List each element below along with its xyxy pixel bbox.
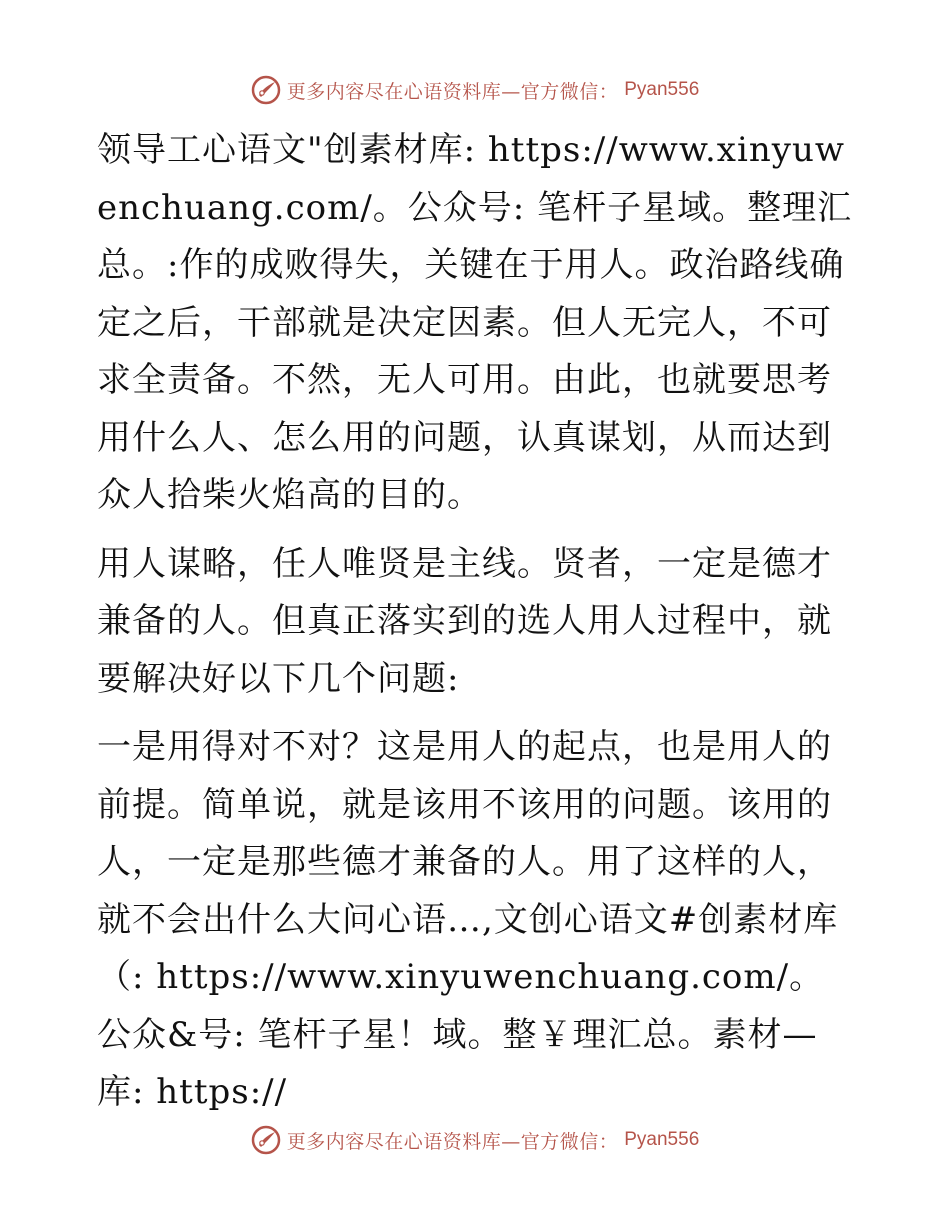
paragraph-2: 用人谋略，任人唯贤是主线。贤者，一定是德才兼备的人。但真正落实到的选人用人过程中，就要解决好以下几个问题: [97,543,832,699]
paragraph-3: 一是用得对不对？这是用人的起点，也是用人的前提。简单说，就是该用不该用的问题。该用的人，一定是那些德才兼备的人。用了这样的人，就不会出什么大问心语…,文创心语文#创素材库（: https://www.xinyuwenchuang.com/。公众&号: 笔杆子星！域。整￥理汇总。素材—库: https:// [97,727,839,1112]
page-footer-banner [0,1122,950,1158]
paragraph-1: 领导工心语文"创素材库: https://www.xinyuwenchuang.com/。公众号: 笔杆子星域。整理汇总。:作的成败得失，关键在于用人。政治路线确定之后，干部就是决定因素。但人无完人，不可求全责备。不然，无人可用。由此，也就要思考用什么人、怎么用的问题，认真谋划，从而达到众人拾柴火焰高的目的。 [97,130,853,515]
header-wechat-id: Pyan556 [624,79,700,100]
quill-seal-logo-icon [251,1125,281,1155]
footer-banner-text: 更多内容尽在心语资料库—官方微信： [286,1130,619,1153]
footer-wechat-id: Pyan556 [624,1129,700,1150]
quill-seal-logo-icon [251,75,281,105]
header-banner-text: 更多内容尽在心语资料库—官方微信： [286,80,619,103]
document-body [97,122,853,1122]
page-header-banner [0,72,950,108]
